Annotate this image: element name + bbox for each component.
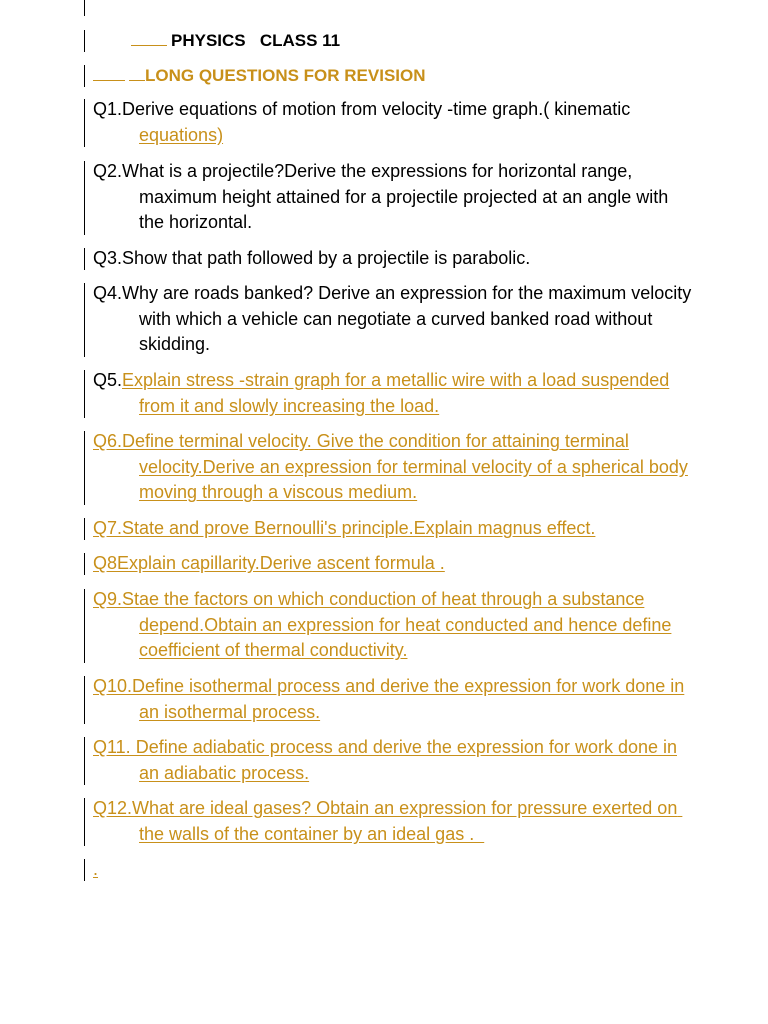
question-3 [93, 246, 693, 272]
change-bar [84, 99, 85, 147]
change-bar [84, 737, 85, 785]
trailing-paragraph [93, 857, 693, 883]
question-9 [93, 587, 693, 664]
blank-line [93, 66, 125, 81]
change-bar [84, 65, 85, 87]
change-bar [84, 553, 85, 575]
question-11 [93, 735, 693, 786]
question-text: Q12.What are ideal gases? Obtain an expression for pressure exerted on the walls of the container by an ideal gas . [93, 798, 683, 844]
change-bar [84, 798, 85, 846]
question-1 [93, 97, 693, 148]
page-subtitle: LONG QUESTIONS FOR REVISION [93, 63, 693, 89]
question-7 [93, 516, 693, 542]
question-10 [93, 674, 693, 725]
change-bar [84, 589, 85, 663]
question-text: Q1.Derive equations of motion from velocity -time graph.( kinematic equations) [93, 99, 631, 145]
question-12 [93, 796, 693, 847]
question-text: Q7.State and prove Bernoulli's principle.Explain magnus effect. [93, 518, 596, 538]
question-5 [93, 368, 693, 419]
change-bar [84, 370, 85, 418]
page-title: PHYSICS CLASS 11 [93, 28, 693, 54]
change-bar [84, 431, 85, 505]
change-bar [84, 248, 85, 270]
question-6 [93, 429, 693, 506]
change-bar [84, 30, 85, 52]
blank-line [129, 66, 145, 81]
question-text: Q5.Explain stress -strain graph for a metallic wire with a load suspended from it and slowly increasing the load. [93, 370, 670, 416]
blank-line [131, 31, 167, 46]
question-text: Q11. Define adiabatic process and derive the expression for work done in an adiabatic process. [93, 737, 677, 783]
change-bar [84, 518, 85, 540]
change-bar [84, 0, 85, 16]
change-bar [84, 859, 85, 881]
question-4 [93, 281, 693, 358]
change-bar [84, 283, 85, 357]
question-text: Q9.Stae the factors on which conduction of heat through a substance depend.Obtain an expression for heat conducted and hence define coefficient of thermal conductivity. [93, 589, 672, 661]
question-2 [93, 159, 693, 236]
change-bar [84, 676, 85, 724]
trailing-text: . [93, 859, 99, 879]
question-text: Q2.What is a projectile?Derive the expressions for horizontal range, maximum height attained for a projectile projected at an angle with the horizontal. [93, 161, 669, 233]
question-text: Q4.Why are roads banked? Derive an expression for the maximum velocity with which a vehicle can negotiate a curved banked road without skidding. [93, 283, 692, 355]
change-bar [84, 161, 85, 235]
question-text: Q3.Show that path followed by a projectile is parabolic. [93, 248, 531, 268]
question-text: Q6.Define terminal velocity. Give the condition for attaining terminal velocity.Derive an expression for terminal velocity of a spherical body moving through a viscous medium. [93, 431, 688, 503]
subtitle-paragraph [93, 63, 693, 89]
title-paragraph [93, 28, 693, 54]
question-text: Q8Explain capillarity.Derive ascent formula . [93, 553, 445, 573]
question-8 [93, 551, 693, 577]
question-text: Q10.Define isothermal process and derive the expression for work done in an isothermal process. [93, 676, 685, 722]
